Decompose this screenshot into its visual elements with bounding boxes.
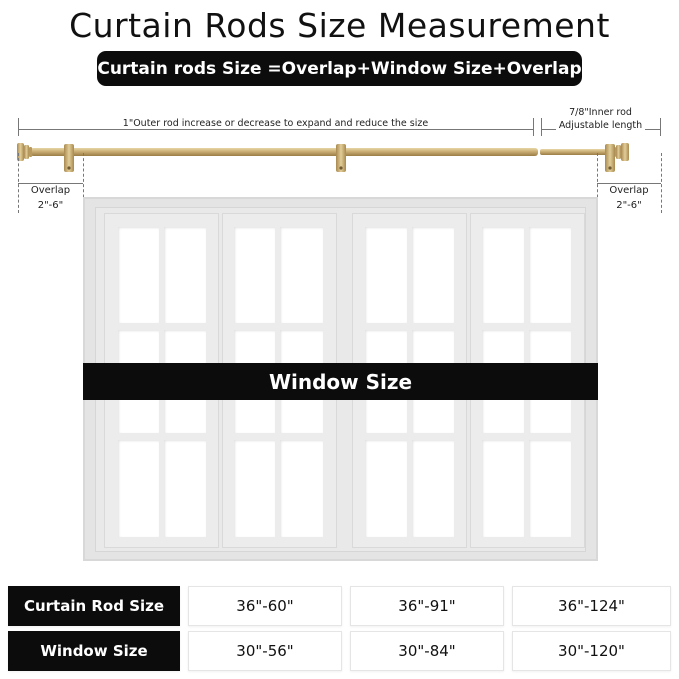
window-pane bbox=[529, 227, 571, 323]
formula-banner bbox=[97, 51, 582, 86]
table-header-curtain-rod-size bbox=[8, 586, 180, 626]
outer-rod-dimension-line bbox=[18, 129, 533, 130]
inner-rod-tick-right bbox=[660, 118, 661, 136]
outer-rod-note-wrap bbox=[0, 118, 551, 129]
window-pane bbox=[234, 227, 275, 323]
window-pane bbox=[164, 227, 206, 323]
right-bracket bbox=[605, 144, 615, 172]
left-finial bbox=[17, 143, 32, 161]
right-finial bbox=[613, 143, 629, 161]
window-pane bbox=[412, 440, 454, 537]
outer-rod-note: 1"Outer rod increase or decrease to expand and reduce the size bbox=[119, 118, 432, 129]
outer-rod bbox=[30, 148, 538, 156]
window-size-band bbox=[83, 363, 598, 400]
table-cell-value: 36"-124" bbox=[558, 597, 625, 615]
window-pane bbox=[118, 227, 159, 323]
curtain-rod-illustration bbox=[0, 138, 679, 180]
inner-rod-note-line2-wrap bbox=[541, 120, 660, 131]
table-header-window-size bbox=[8, 631, 180, 671]
overlap-right-value: 2"-6" bbox=[616, 200, 642, 211]
table-cell bbox=[512, 631, 671, 671]
table-header-label: Window Size bbox=[40, 642, 148, 660]
table-cell-value: 36"-91" bbox=[398, 597, 456, 615]
table-cell bbox=[188, 586, 342, 626]
table-cell bbox=[512, 586, 671, 626]
table-cell bbox=[350, 586, 504, 626]
overlap-right-label: Overlap bbox=[609, 185, 649, 196]
window-pane bbox=[280, 227, 323, 323]
formula-text: Curtain rods Size =Overlap+Window Size+Overlap bbox=[97, 58, 582, 79]
overlap-left-line bbox=[18, 183, 83, 184]
inner-rod-note-line1: 7/8"Inner rod bbox=[569, 107, 632, 118]
window-pane bbox=[482, 440, 524, 537]
inner-rod bbox=[540, 149, 616, 155]
window-pane bbox=[164, 440, 206, 537]
left-bracket bbox=[64, 144, 74, 172]
window-pane bbox=[482, 227, 524, 323]
window-pane bbox=[118, 440, 159, 537]
table-cell-value: 30"-84" bbox=[398, 642, 456, 660]
table-header-label: Curtain Rod Size bbox=[23, 597, 165, 615]
table-cell-value: 30"-120" bbox=[558, 642, 625, 660]
overlap-right-line bbox=[597, 183, 661, 184]
overlap-right-dash-outer bbox=[661, 153, 662, 213]
center-bracket bbox=[336, 144, 346, 172]
table-cell bbox=[350, 631, 504, 671]
overlap-left-label: Overlap bbox=[30, 185, 71, 196]
inner-rod-note-line2: Adjustable length bbox=[556, 120, 645, 131]
window-pane bbox=[280, 440, 323, 537]
window-size-label: Window Size bbox=[268, 369, 413, 394]
window-pane bbox=[412, 227, 454, 323]
table-cell-value: 30"-56" bbox=[236, 642, 294, 660]
window-pane bbox=[234, 440, 275, 537]
window-pane bbox=[529, 440, 571, 537]
page-title: Curtain Rods Size Measurement bbox=[69, 6, 610, 45]
table-cell-value: 36"-60" bbox=[236, 597, 294, 615]
table-cell bbox=[188, 631, 342, 671]
window-pane bbox=[365, 440, 407, 537]
window-pane bbox=[365, 227, 407, 323]
overlap-left-value: 2"-6" bbox=[37, 200, 64, 211]
